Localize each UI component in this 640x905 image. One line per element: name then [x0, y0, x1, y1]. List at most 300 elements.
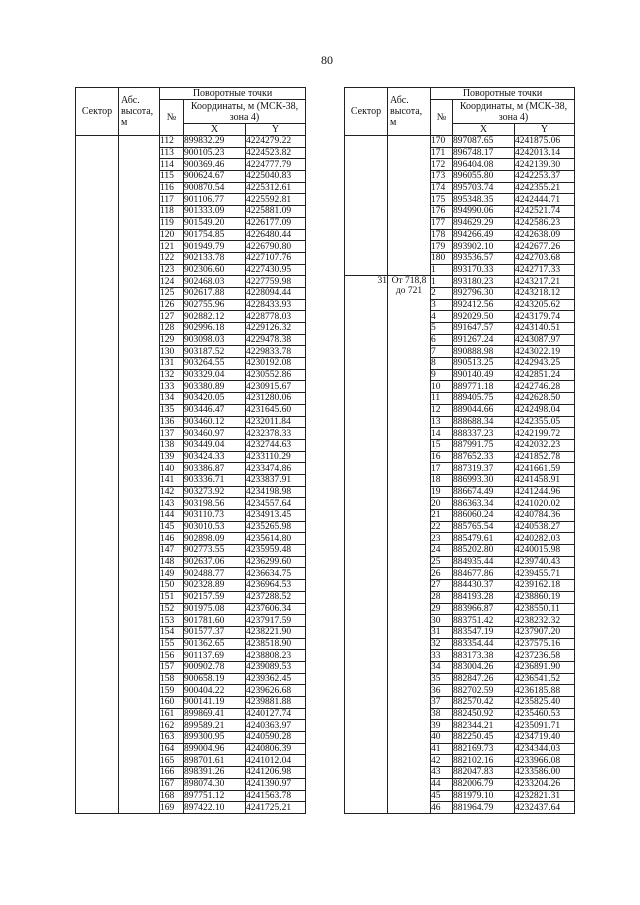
point-number-cell: 26 [431, 568, 453, 580]
point-number-cell: 157 [160, 661, 184, 673]
x-coordinate-cell: 886363.34 [453, 498, 515, 510]
point-number-cell: 46 [431, 802, 453, 814]
point-number-cell: 141 [160, 474, 184, 486]
point-number-cell: 40 [431, 732, 453, 744]
point-number-cell: 166 [160, 767, 184, 779]
x-coordinate-cell: 882570.42 [453, 697, 515, 709]
x-coordinate-cell: 898701.61 [184, 755, 246, 767]
x-coordinate-cell: 887991.75 [453, 439, 515, 451]
x-coordinate-cell: 903187.52 [184, 346, 246, 358]
point-number-cell: 119 [160, 217, 184, 229]
header-y: Y [515, 124, 575, 136]
x-coordinate-cell: 900902.78 [184, 661, 246, 673]
y-coordinate-cell: 4233966.08 [515, 755, 575, 767]
y-coordinate-cell: 4241852.78 [515, 451, 575, 463]
x-coordinate-cell: 903420.05 [184, 393, 246, 405]
y-coordinate-cell: 4241875.06 [515, 136, 575, 148]
y-coordinate-cell: 4237606.34 [246, 603, 306, 615]
y-coordinate-cell: 4240784.36 [515, 510, 575, 522]
y-coordinate-cell: 4241563.78 [246, 790, 306, 802]
y-coordinate-cell: 4237917.59 [246, 615, 306, 627]
y-coordinate-cell: 4235614.80 [246, 533, 306, 545]
header-coordinates: Координаты, м (МСК-38, зона 4) [184, 100, 306, 124]
y-coordinate-cell: 4227430.95 [246, 264, 306, 276]
table-body-right [345, 136, 575, 814]
y-coordinate-cell: 4239455.71 [515, 568, 575, 580]
point-number-cell: 130 [160, 346, 184, 358]
point-number-cell: 7 [431, 346, 453, 358]
header-turning-points: Поворотные точки [431, 88, 575, 100]
coordinates-table-left [75, 87, 306, 814]
point-number-cell: 9 [431, 369, 453, 381]
x-coordinate-cell: 901106.77 [184, 194, 246, 206]
x-coordinate-cell: 900105.23 [184, 147, 246, 159]
x-coordinate-cell: 899869.41 [184, 708, 246, 720]
point-number-cell: 167 [160, 778, 184, 790]
point-number-cell: 19 [431, 486, 453, 498]
y-coordinate-cell: 4232378.33 [246, 428, 306, 440]
x-coordinate-cell: 896748.17 [453, 147, 515, 159]
y-coordinate-cell: 4240127.74 [246, 708, 306, 720]
point-number-cell: 148 [160, 556, 184, 568]
y-coordinate-cell: 4235825.40 [515, 697, 575, 709]
x-coordinate-cell: 901949.79 [184, 241, 246, 253]
point-number-cell: 2 [431, 287, 453, 299]
point-number-cell: 17 [431, 463, 453, 475]
x-coordinate-cell: 902755.96 [184, 299, 246, 311]
x-coordinate-cell: 883751.42 [453, 615, 515, 627]
point-number-cell: 13 [431, 416, 453, 428]
point-number-cell: 165 [160, 755, 184, 767]
x-coordinate-cell: 894990.06 [453, 206, 515, 218]
point-number-cell: 171 [431, 147, 453, 159]
y-coordinate-cell: 4242638.09 [515, 229, 575, 241]
y-coordinate-cell: 4235460.53 [515, 708, 575, 720]
y-coordinate-cell: 4240806.39 [246, 743, 306, 755]
point-number-cell: 122 [160, 252, 184, 264]
y-coordinate-cell: 4242703.68 [515, 252, 575, 264]
point-number-cell: 3 [431, 299, 453, 311]
x-coordinate-cell: 903449.04 [184, 439, 246, 451]
y-coordinate-cell: 4229478.38 [246, 334, 306, 346]
x-coordinate-cell: 887652.33 [453, 451, 515, 463]
x-coordinate-cell: 886674.49 [453, 486, 515, 498]
y-coordinate-cell: 4241206.98 [246, 767, 306, 779]
x-coordinate-cell: 903273.92 [184, 486, 246, 498]
abs-height-cell [119, 136, 160, 814]
x-coordinate-cell: 882169.73 [453, 743, 515, 755]
point-number-cell: 140 [160, 463, 184, 475]
point-number-cell: 42 [431, 755, 453, 767]
point-number-cell: 151 [160, 591, 184, 603]
y-coordinate-cell: 4242586.23 [515, 217, 575, 229]
y-coordinate-cell: 4234557.64 [246, 498, 306, 510]
y-coordinate-cell: 4242355.05 [515, 416, 575, 428]
y-coordinate-cell: 4242139.30 [515, 159, 575, 171]
y-coordinate-cell: 4233110.29 [246, 451, 306, 463]
point-number-cell: 160 [160, 697, 184, 709]
y-coordinate-cell: 4232437.64 [515, 802, 575, 814]
y-coordinate-cell: 4243087.97 [515, 334, 575, 346]
y-coordinate-cell: 4234913.45 [246, 510, 306, 522]
point-number-cell: 137 [160, 428, 184, 440]
point-number-cell: 142 [160, 486, 184, 498]
y-coordinate-cell: 4242521.74 [515, 206, 575, 218]
y-coordinate-cell: 4238232.32 [515, 615, 575, 627]
sector-cell [345, 136, 388, 276]
point-number-cell: 133 [160, 381, 184, 393]
x-coordinate-cell: 882006.79 [453, 778, 515, 790]
x-coordinate-cell: 884677.86 [453, 568, 515, 580]
point-number-cell: 134 [160, 393, 184, 405]
x-coordinate-cell: 903386.87 [184, 463, 246, 475]
point-number-cell: 144 [160, 510, 184, 522]
y-coordinate-cell: 4239626.68 [246, 685, 306, 697]
point-number-cell: 173 [431, 171, 453, 183]
point-number-cell: 131 [160, 358, 184, 370]
y-coordinate-cell: 4231645.60 [246, 404, 306, 416]
coordinates-table-right [344, 87, 575, 814]
point-number-cell: 25 [431, 556, 453, 568]
x-coordinate-cell: 902488.77 [184, 568, 246, 580]
point-number-cell: 31 [431, 626, 453, 638]
y-coordinate-cell: 4228433.93 [246, 299, 306, 311]
x-coordinate-cell: 895703.74 [453, 182, 515, 194]
point-number-cell: 123 [160, 264, 184, 276]
x-coordinate-cell: 892029.50 [453, 311, 515, 323]
x-coordinate-cell: 899589.21 [184, 720, 246, 732]
y-coordinate-cell: 4241244.96 [515, 486, 575, 498]
point-number-cell: 4 [431, 311, 453, 323]
point-number-cell: 16 [431, 451, 453, 463]
point-number-cell: 1 [431, 276, 453, 288]
point-number-cell: 143 [160, 498, 184, 510]
point-number-cell: 116 [160, 182, 184, 194]
y-coordinate-cell: 4242746.28 [515, 381, 575, 393]
point-number-cell: 153 [160, 615, 184, 627]
point-number-cell: 24 [431, 545, 453, 557]
x-coordinate-cell: 887319.37 [453, 463, 515, 475]
y-coordinate-cell: 4231280.06 [246, 393, 306, 405]
x-coordinate-cell: 903010.53 [184, 521, 246, 533]
point-number-cell: 118 [160, 206, 184, 218]
x-coordinate-cell: 901781.60 [184, 615, 246, 627]
table-row [76, 136, 306, 148]
y-coordinate-cell: 4241390.97 [246, 778, 306, 790]
x-coordinate-cell: 885765.54 [453, 521, 515, 533]
y-coordinate-cell: 4224523.82 [246, 147, 306, 159]
y-coordinate-cell: 4236891.90 [515, 661, 575, 673]
point-number-cell: 125 [160, 287, 184, 299]
y-coordinate-cell: 4242355.21 [515, 182, 575, 194]
x-coordinate-cell: 895348.35 [453, 194, 515, 206]
y-coordinate-cell: 4225881.09 [246, 206, 306, 218]
y-coordinate-cell: 4233837.91 [246, 474, 306, 486]
abs-height-cell [388, 136, 431, 276]
x-coordinate-cell: 882102.16 [453, 755, 515, 767]
header-abs-height: Абс. высота, м [388, 88, 431, 136]
point-number-cell: 154 [160, 626, 184, 638]
point-number-cell: 11 [431, 393, 453, 405]
y-coordinate-cell: 4233586.00 [515, 767, 575, 779]
point-number-cell: 38 [431, 708, 453, 720]
y-coordinate-cell: 4242717.33 [515, 264, 575, 276]
x-coordinate-cell: 891647.57 [453, 323, 515, 335]
y-coordinate-cell: 4232011.84 [246, 416, 306, 428]
x-coordinate-cell: 903110.73 [184, 510, 246, 522]
y-coordinate-cell: 4236634.75 [246, 568, 306, 580]
x-coordinate-cell: 903336.71 [184, 474, 246, 486]
x-coordinate-cell: 883547.19 [453, 626, 515, 638]
point-number-cell: 35 [431, 673, 453, 685]
x-coordinate-cell: 902157.59 [184, 591, 246, 603]
x-coordinate-cell: 898391.26 [184, 767, 246, 779]
x-coordinate-cell: 885202.80 [453, 545, 515, 557]
x-coordinate-cell: 902328.89 [184, 580, 246, 592]
point-number-cell: 180 [431, 252, 453, 264]
point-number-cell: 27 [431, 580, 453, 592]
x-coordinate-cell: 897087.65 [453, 136, 515, 148]
y-coordinate-cell: 4242013.14 [515, 147, 575, 159]
y-coordinate-cell: 4237236.58 [515, 650, 575, 662]
x-coordinate-cell: 900658.19 [184, 673, 246, 685]
x-coordinate-cell: 899832.29 [184, 136, 246, 148]
x-coordinate-cell: 902882.12 [184, 311, 246, 323]
point-number-cell: 127 [160, 311, 184, 323]
table-body-left [76, 136, 306, 814]
point-number-cell: 6 [431, 334, 453, 346]
point-number-cell: 22 [431, 521, 453, 533]
x-coordinate-cell: 893170.33 [453, 264, 515, 276]
point-number-cell: 132 [160, 369, 184, 381]
point-number-cell: 33 [431, 650, 453, 662]
x-coordinate-cell: 901137.69 [184, 650, 246, 662]
point-number-cell: 23 [431, 533, 453, 545]
point-number-cell: 15 [431, 439, 453, 451]
x-coordinate-cell: 901975.08 [184, 603, 246, 615]
header-number: № [431, 100, 453, 136]
x-coordinate-cell: 884430.37 [453, 580, 515, 592]
x-coordinate-cell: 900624.67 [184, 171, 246, 183]
x-coordinate-cell: 890140.49 [453, 369, 515, 381]
point-number-cell: 128 [160, 323, 184, 335]
point-number-cell: 159 [160, 685, 184, 697]
y-coordinate-cell: 4225592.81 [246, 194, 306, 206]
x-coordinate-cell: 896055.80 [453, 171, 515, 183]
y-coordinate-cell: 4238518.90 [246, 638, 306, 650]
x-coordinate-cell: 882450.92 [453, 708, 515, 720]
x-coordinate-cell: 882344.21 [453, 720, 515, 732]
y-coordinate-cell: 4239089.53 [246, 661, 306, 673]
page-number: 80 [321, 53, 333, 67]
point-number-cell: 170 [431, 136, 453, 148]
header-number: № [160, 100, 184, 136]
header-abs-height: Абс. высота, м [119, 88, 160, 136]
point-number-cell: 179 [431, 241, 453, 253]
y-coordinate-cell: 4241661.59 [515, 463, 575, 475]
x-coordinate-cell: 881979.10 [453, 790, 515, 802]
x-coordinate-cell: 881964.79 [453, 802, 515, 814]
point-number-cell: 43 [431, 767, 453, 779]
x-coordinate-cell: 902898.09 [184, 533, 246, 545]
y-coordinate-cell: 4242199.72 [515, 428, 575, 440]
x-coordinate-cell: 901754.85 [184, 229, 246, 241]
table-row [345, 136, 575, 148]
point-number-cell: 114 [160, 159, 184, 171]
x-coordinate-cell: 903098.03 [184, 334, 246, 346]
x-coordinate-cell: 893180.23 [453, 276, 515, 288]
x-coordinate-cell: 902306.60 [184, 264, 246, 276]
y-coordinate-cell: 4243022.19 [515, 346, 575, 358]
x-coordinate-cell: 886060.24 [453, 510, 515, 522]
y-coordinate-cell: 4237575.16 [515, 638, 575, 650]
y-coordinate-cell: 4241020.02 [515, 498, 575, 510]
y-coordinate-cell: 4241458.91 [515, 474, 575, 486]
y-coordinate-cell: 4235959.48 [246, 545, 306, 557]
x-coordinate-cell: 901333.09 [184, 206, 246, 218]
y-coordinate-cell: 4243179.74 [515, 311, 575, 323]
point-number-cell: 168 [160, 790, 184, 802]
abs-height-cell: От 718,8 до 721 [388, 276, 431, 814]
x-coordinate-cell: 894266.49 [453, 229, 515, 241]
point-number-cell: 21 [431, 510, 453, 522]
y-coordinate-cell: 4238550.11 [515, 603, 575, 615]
x-coordinate-cell: 900870.54 [184, 182, 246, 194]
x-coordinate-cell: 885479.61 [453, 533, 515, 545]
point-number-cell: 124 [160, 276, 184, 288]
point-number-cell: 158 [160, 673, 184, 685]
point-number-cell: 10 [431, 381, 453, 393]
x-coordinate-cell: 903460.12 [184, 416, 246, 428]
y-coordinate-cell: 4228778.03 [246, 311, 306, 323]
x-coordinate-cell: 890513.25 [453, 358, 515, 370]
x-coordinate-cell: 889405.75 [453, 393, 515, 405]
point-number-cell: 5 [431, 323, 453, 335]
point-number-cell: 147 [160, 545, 184, 557]
y-coordinate-cell: 4243218.12 [515, 287, 575, 299]
x-coordinate-cell: 883173.38 [453, 650, 515, 662]
x-coordinate-cell: 902773.55 [184, 545, 246, 557]
x-coordinate-cell: 903198.56 [184, 498, 246, 510]
y-coordinate-cell: 4238221.90 [246, 626, 306, 638]
y-coordinate-cell: 4229126.32 [246, 323, 306, 335]
y-coordinate-cell: 4227107.76 [246, 252, 306, 264]
x-coordinate-cell: 891267.24 [453, 334, 515, 346]
x-coordinate-cell: 897422.10 [184, 802, 246, 814]
x-coordinate-cell: 900369.46 [184, 159, 246, 171]
y-coordinate-cell: 4225312.61 [246, 182, 306, 194]
x-coordinate-cell: 896404.08 [453, 159, 515, 171]
y-coordinate-cell: 4243217.21 [515, 276, 575, 288]
point-number-cell: 150 [160, 580, 184, 592]
table-row [345, 276, 575, 288]
point-number-cell: 135 [160, 404, 184, 416]
point-number-cell: 32 [431, 638, 453, 650]
point-number-cell: 152 [160, 603, 184, 615]
y-coordinate-cell: 4229833.78 [246, 346, 306, 358]
y-coordinate-cell: 4238808.23 [246, 650, 306, 662]
x-coordinate-cell: 883966.87 [453, 603, 515, 615]
y-coordinate-cell: 4237907.20 [515, 626, 575, 638]
y-coordinate-cell: 4240282.03 [515, 533, 575, 545]
y-coordinate-cell: 4227759.98 [246, 276, 306, 288]
point-number-cell: 161 [160, 708, 184, 720]
x-coordinate-cell: 899004.96 [184, 743, 246, 755]
y-coordinate-cell: 4239881.88 [246, 697, 306, 709]
y-coordinate-cell: 4226790.80 [246, 241, 306, 253]
y-coordinate-cell: 4242444.71 [515, 194, 575, 206]
y-coordinate-cell: 4240015.98 [515, 545, 575, 557]
point-number-cell: 162 [160, 720, 184, 732]
y-coordinate-cell: 4242628.50 [515, 393, 575, 405]
point-number-cell: 8 [431, 358, 453, 370]
y-coordinate-cell: 4240538.27 [515, 521, 575, 533]
y-coordinate-cell: 4235091.71 [515, 720, 575, 732]
y-coordinate-cell: 4242677.26 [515, 241, 575, 253]
y-coordinate-cell: 4226480.44 [246, 229, 306, 241]
x-coordinate-cell: 882047.83 [453, 767, 515, 779]
y-coordinate-cell: 4230552.86 [246, 369, 306, 381]
x-coordinate-cell: 903460.97 [184, 428, 246, 440]
header-x: X [453, 124, 515, 136]
y-coordinate-cell: 4224777.79 [246, 159, 306, 171]
x-coordinate-cell: 902133.78 [184, 252, 246, 264]
point-number-cell: 112 [160, 136, 184, 148]
point-number-cell: 1 [431, 264, 453, 276]
point-number-cell: 155 [160, 638, 184, 650]
point-number-cell: 36 [431, 685, 453, 697]
y-coordinate-cell: 4230915.67 [246, 381, 306, 393]
x-coordinate-cell: 903264.55 [184, 358, 246, 370]
point-number-cell: 12 [431, 404, 453, 416]
y-coordinate-cell: 4234719.40 [515, 732, 575, 744]
x-coordinate-cell: 894629.29 [453, 217, 515, 229]
point-number-cell: 30 [431, 615, 453, 627]
y-coordinate-cell: 4236299.60 [246, 556, 306, 568]
point-number-cell: 44 [431, 778, 453, 790]
x-coordinate-cell: 884935.44 [453, 556, 515, 568]
x-coordinate-cell: 893536.57 [453, 252, 515, 264]
point-number-cell: 175 [431, 194, 453, 206]
point-number-cell: 113 [160, 147, 184, 159]
x-coordinate-cell: 882702.59 [453, 685, 515, 697]
y-coordinate-cell: 4242851.24 [515, 369, 575, 381]
point-number-cell: 164 [160, 743, 184, 755]
y-coordinate-cell: 4236185.88 [515, 685, 575, 697]
point-number-cell: 176 [431, 206, 453, 218]
x-coordinate-cell: 903446.47 [184, 404, 246, 416]
y-coordinate-cell: 4226177.09 [246, 217, 306, 229]
point-number-cell: 41 [431, 743, 453, 755]
header-turning-points: Поворотные точки [160, 88, 306, 100]
sector-cell [76, 136, 119, 814]
header-y: Y [246, 124, 306, 136]
x-coordinate-cell: 893902.10 [453, 241, 515, 253]
point-number-cell: 39 [431, 720, 453, 732]
x-coordinate-cell: 883004.26 [453, 661, 515, 673]
y-coordinate-cell: 4239362.45 [246, 673, 306, 685]
point-number-cell: 29 [431, 603, 453, 615]
y-coordinate-cell: 4242498.04 [515, 404, 575, 416]
y-coordinate-cell: 4225040.83 [246, 171, 306, 183]
x-coordinate-cell: 897751.12 [184, 790, 246, 802]
x-coordinate-cell: 903424.33 [184, 451, 246, 463]
x-coordinate-cell: 888337.23 [453, 428, 515, 440]
y-coordinate-cell: 4240590.28 [246, 732, 306, 744]
y-coordinate-cell: 4242253.37 [515, 171, 575, 183]
point-number-cell: 172 [431, 159, 453, 171]
point-number-cell: 14 [431, 428, 453, 440]
